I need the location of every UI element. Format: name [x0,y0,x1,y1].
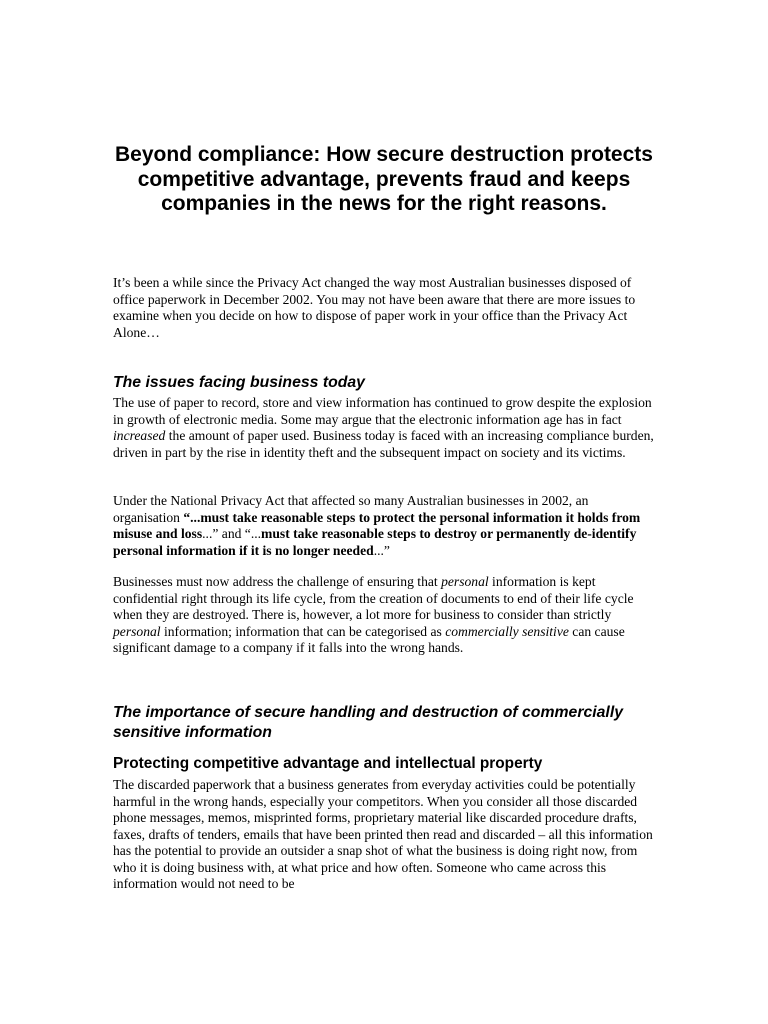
quote-text: “...must take reasonable steps to protect the personal information it holds from misuse and loss [113,509,641,541]
paragraph-text: can cause significant damage to a company if it falls into the wrong hands. [113,623,625,655]
paragraph-paper-use [113,395,658,461]
paragraph-discarded-paperwork: The discarded paperwork that a business generates from everyday activities could be potentially harmful in the wrong hands, especially your competitors. When you consider all those discarded phone messages, memos, misprinted forms, proprietary material like discarded procedure drafts, faxes, drafts of tenders, emails that have been printed then read and discarded – all this information has the potential to provide an outsider a snap shot of what the business is doing right now, from who it is doing business with, at what price and how often. Someone who came across this information would not need to be [113,777,653,891]
emphasis-text: personal [441,574,489,589]
document-title: Beyond compliance: How secure destruction protects competitive advantage, prevents fraud and keeps companies in the news for the right reasons. [115,143,653,215]
section-heading-issues: The issues facing business today [113,374,365,391]
paragraph-text: Businesses must now address the challenge of ensuring that [113,574,442,589]
paragraph-privacy-act [113,493,658,559]
emphasis-text: personal [113,623,161,639]
emphasis-text: increased [113,428,166,443]
paragraph-personal-information [113,574,658,657]
paragraph-text: the amount of paper used. Business today is faced with an increasing compliance burden, driven in part by the rise in identity theft and the subsequent impact on society and its victims. [113,428,654,460]
subheading-competitive-advantage: Protecting competitive advantage and intellectual property [113,755,543,772]
intro-paragraph: It’s been a while since the Privacy Act changed the way most Australian businesses disposed of office paperwork in December 2002. You may not have been aware that there are more issues to examine when you decide on how to dispose of paper work in your office than the Privacy Act Alone… [113,275,636,340]
paragraph-text: Under the National Privacy Act that affected so many Australian businesses in 2002, an organisation [113,493,589,525]
quote-text: must take reasonable steps to destroy or permanently de-identify personal information if it is no longer needed [113,526,637,558]
paragraph-text: ...” [373,542,390,558]
paragraph-text: The use of paper to record, store and view information has continued to grow despite the explosion in growth of electronic media. Some may argue that the electronic information age has in fact [113,395,652,427]
paragraph-text: information is kept confidential right through its life cycle, from the creation of documents to end of their life cycle when they are destroyed. There is, however, a lot more for business to consider than strictly [113,574,634,622]
emphasis-text: commercially sensitive [445,623,569,639]
paragraph-text: information; information that can be categorised as [160,623,446,639]
paragraph-text: ...” and “... [202,526,262,541]
section-heading-importance: The importance of secure handling and destruction of commercially sensitive information [113,704,623,741]
